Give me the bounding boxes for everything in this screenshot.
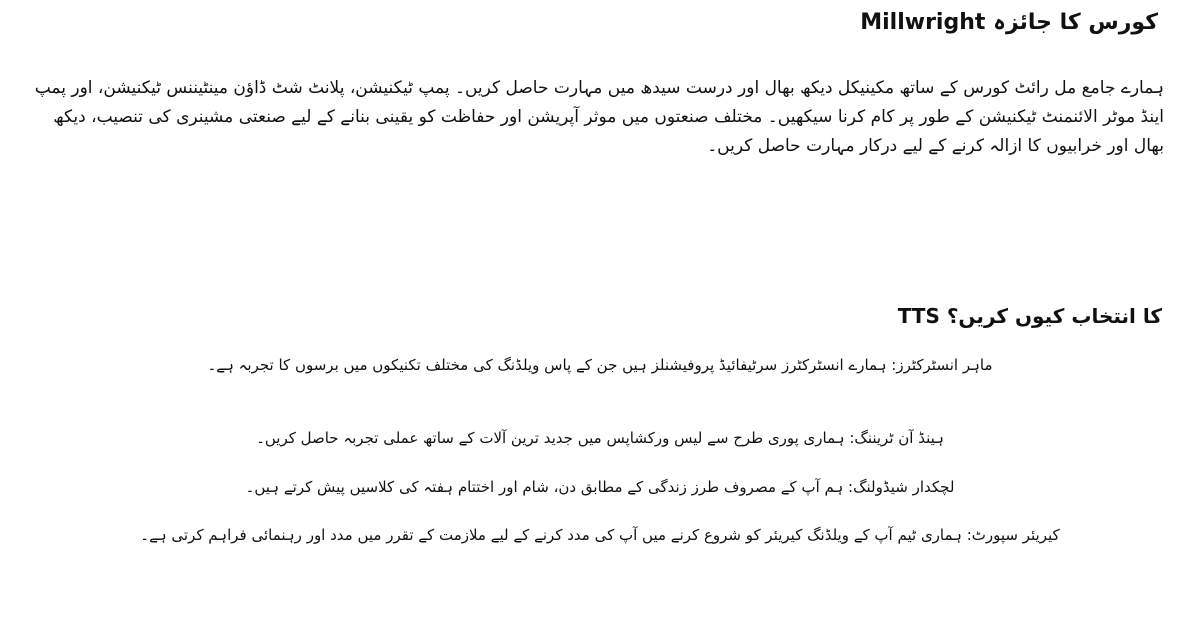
why-tts-heading: TTS کا انتخاب کیوں کریں؟: [897, 304, 1162, 328]
page-title: Millwright کورس کا جائزہ: [860, 10, 1158, 35]
course-overview-paragraph: ہمارے جامع مل رائٹ کورس کے ساتھ مکینیکل دیکھ بھال اور درست سیدھ میں مہارت حاصل کریں۔ پمپ ٹیکنیشن، پلانٹ شٹ ڈاؤن مینٹیننس ٹیکنیشن، اور پمپ اینڈ موٹر الائنمنٹ ٹیکنیشن کے طور پر کام کرنا سیکھیں۔ مختلف صنعتوں میں موثر آپریشن اور حفاظت کو یقینی بنانے کے لیے صنعتی مشینری کی تنصیب، دیکھ بھال اور خرابیوں کا ازالہ کرنے کے لیے درکار مہارت حاصل کریں۔: [34, 78, 1164, 156]
reason-expert-instructors: ماہر انسٹرکٹرز: ہمارے انسٹرکٹرز سرٹیفائیڈ پروفیشنلز ہیں جن کے پاس ویلڈنگ کی مختلف تکنیکوں میں برسوں کا تجربہ ہے۔: [207, 356, 993, 374]
reason-career-support: کیریئر سپورٹ: ہماری ٹیم آپ کے ویلڈنگ کیریئر کو شروع کرنے میں آپ کی مدد کرنے کے لیے ملازمت کے تقرر میں مدد اور رہنمائی فراہم کرتی ہے۔: [140, 526, 1060, 544]
reason-flexible-scheduling: لچکدار شیڈولنگ: ہم آپ کے مصروف طرز زندگی کے مطابق دن، شام اور اختتام ہفتہ کی کلاسیں پیش کرتے ہیں۔: [245, 478, 955, 496]
reason-hands-on-training: ہینڈ آن ٹریننگ: ہماری پوری طرح سے لیس ورکشاپس میں جدید ترین آلات کے ساتھ عملی تجربہ حاصل کریں۔: [256, 429, 944, 447]
